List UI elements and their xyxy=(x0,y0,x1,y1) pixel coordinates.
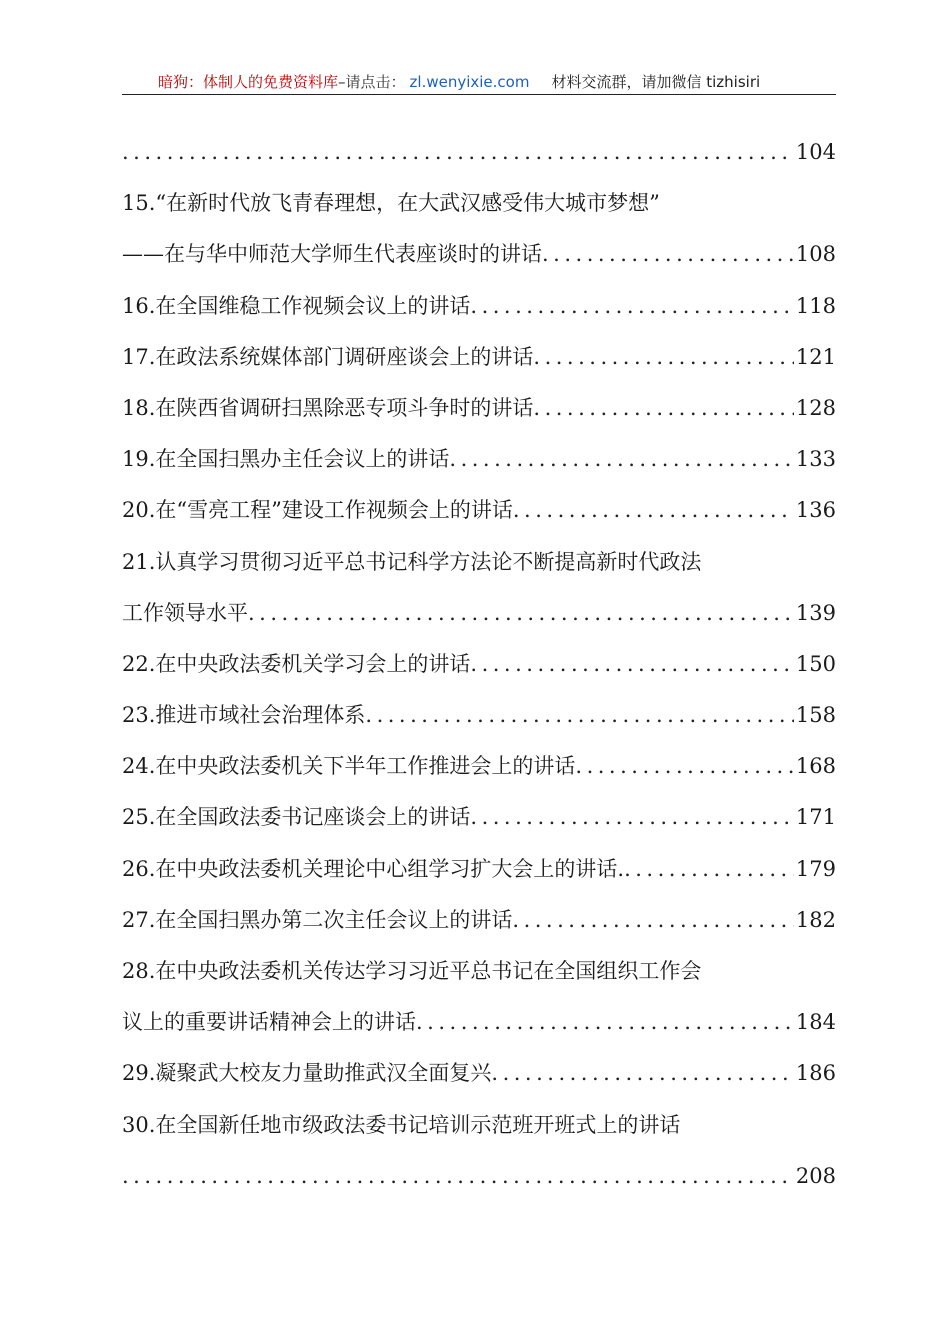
toc-page-number: 182 xyxy=(795,907,836,932)
toc-page-number: 179 xyxy=(795,856,836,881)
toc-entry-text: 29.凝聚武大校友力量助推武汉全面复兴 xyxy=(122,1061,492,1086)
toc-entry-text: 20.在“雪亮工程”建设工作视频会上的讲话 xyxy=(122,498,513,523)
toc-entry-text: ——在与华中师范大学师生代表座谈时的讲话 xyxy=(122,242,542,267)
toc-entry-text: 30.在全国新任地市级政法委书记培训示范班开班式上的讲话 xyxy=(122,1112,681,1137)
toc-line xyxy=(122,236,836,287)
toc-line xyxy=(122,953,836,1004)
dot-leader xyxy=(512,902,794,953)
dot-leader xyxy=(365,697,794,748)
toc-page-number: 128 xyxy=(795,395,836,420)
header-wechat-note: 材料交流群，请加微信 tizhisiri xyxy=(551,73,761,91)
dot-leader xyxy=(449,441,794,492)
dot-leader xyxy=(513,492,794,543)
toc-page-number: 150 xyxy=(795,651,836,676)
toc-entry-text: 工作领导水平 xyxy=(122,600,248,625)
toc-entry-text: 议上的重要讲话精神会上的讲话 xyxy=(122,1010,416,1035)
toc-page-number: 171 xyxy=(795,805,836,830)
toc-line xyxy=(122,595,836,646)
toc-entry-text: 24.在中央政法委机关下半年工作推进会上的讲话 xyxy=(122,754,576,779)
toc-entry-text: 25.在全国政法委书记座谈会上的讲话 xyxy=(122,805,471,830)
toc-line xyxy=(122,1158,836,1209)
toc-entry-text: 15.“在新时代放飞青春理想，在大武汉感受伟大城市梦想” xyxy=(122,191,660,216)
toc-entry-text: 28.在中央政法委机关传达学习习近平总书记在全国组织工作会 xyxy=(122,959,702,983)
dot-leader xyxy=(491,1055,794,1106)
header-url-link[interactable]: zl.wenyixie.com xyxy=(409,73,530,91)
toc-entry-text: 17.在政法系统媒体部门调研座谈会上的讲话 xyxy=(122,344,534,369)
toc-line xyxy=(122,544,836,595)
dot-leader xyxy=(122,1158,794,1209)
toc-entry-text: 19.在全国扫黑办主任会议上的讲话 xyxy=(122,447,450,472)
toc-page-number: 118 xyxy=(795,293,836,318)
toc-entry-text: 16.在全国维稳工作视频会议上的讲话 xyxy=(122,293,471,318)
toc-line xyxy=(122,288,836,339)
toc-page-number: 158 xyxy=(795,703,836,728)
dot-leader xyxy=(470,799,794,850)
toc-line xyxy=(122,799,836,850)
toc-entry-text: 27.在全国扫黑办第二次主任会议上的讲话 xyxy=(122,907,513,932)
header-brand: 暗狗：体制人的免费资料库 xyxy=(158,73,339,91)
page-header xyxy=(122,66,836,95)
dot-leader xyxy=(248,595,794,646)
toc-line xyxy=(122,390,836,441)
toc-entry-text: 23.推进市域社会治理体系 xyxy=(122,703,366,728)
toc-page-number: 186 xyxy=(795,1061,836,1086)
dot-leader xyxy=(624,851,794,902)
toc-line xyxy=(122,339,836,390)
dot-leader xyxy=(470,646,794,697)
toc-page-number: 108 xyxy=(795,242,836,267)
dot-leader xyxy=(470,288,794,339)
dot-leader xyxy=(533,339,794,390)
toc-entry-text: 26.在中央政法委机关理论中心组学习扩大会上的讲话. xyxy=(122,856,625,881)
toc-line xyxy=(122,185,836,236)
dot-leader xyxy=(575,748,794,799)
toc-line xyxy=(122,646,836,697)
toc-page-number: 184 xyxy=(795,1010,836,1035)
toc-line xyxy=(122,1055,836,1106)
toc-page-number: 139 xyxy=(795,600,836,625)
dot-leader xyxy=(542,236,794,287)
header-click-prompt: –请点击： xyxy=(338,73,406,91)
toc-entry-text: 22.在中央政法委机关学习会上的讲话 xyxy=(122,651,471,676)
toc-line xyxy=(122,492,836,543)
toc-line xyxy=(122,902,836,953)
toc-line xyxy=(122,441,836,492)
dot-leader xyxy=(533,390,794,441)
header-line xyxy=(158,71,760,92)
toc-page-number: 133 xyxy=(795,447,836,472)
toc-line xyxy=(122,134,836,185)
toc-entry-text: 18.在陕西省调研扫黑除恶专项斗争时的讲话 xyxy=(122,395,534,420)
toc-entry-text: 21.认真学习贯彻习近平总书记科学方法论不断提高新时代政法 xyxy=(122,549,702,574)
table-of-contents xyxy=(122,134,836,1209)
toc-line xyxy=(122,851,836,902)
toc-line xyxy=(122,1004,836,1055)
toc-line xyxy=(122,1107,836,1158)
toc-line xyxy=(122,697,836,748)
dot-leader xyxy=(416,1004,794,1055)
toc-page-number: 104 xyxy=(795,140,836,164)
toc-page-number: 136 xyxy=(795,498,836,523)
toc-page-number: 208 xyxy=(795,1163,836,1188)
toc-page-number: 121 xyxy=(795,344,836,369)
dot-leader xyxy=(122,134,794,185)
toc-line xyxy=(122,748,836,799)
toc-page-number: 168 xyxy=(795,754,836,779)
